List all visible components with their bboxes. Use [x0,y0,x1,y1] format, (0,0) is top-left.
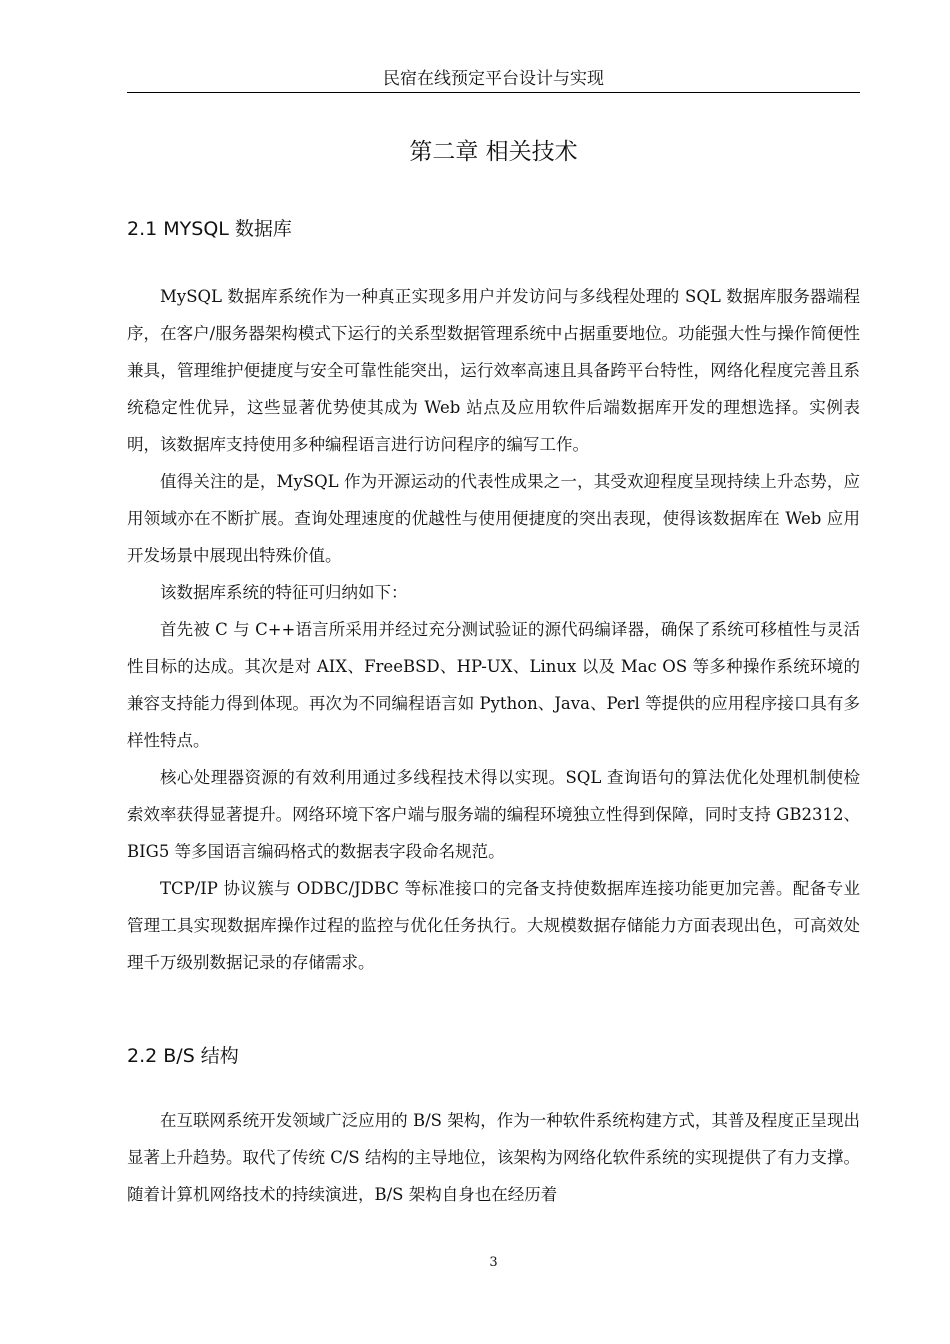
page-header [127,66,860,93]
paragraph: 该数据库系统的特征可归纳如下： [160,583,408,602]
section-title-bs-architecture: 2.2 B/S 结构 [127,1045,239,1067]
paragraph: 值得关注的是，MySQL 作为开源运动的代表性成果之一，其受欢迎程度呈现持续上升态势，应用领域亦在不断扩展。查询处理速度的优越性与使用便捷度的突出表现，使得该数据库在 Web 应用开发场景中展现出特殊价值。 [127,472,860,565]
paragraph: 在互联网系统开发领域广泛应用的 B/S 架构，作为一种软件系统构建方式，其普及程度正呈现出显著上升趋势。取代了传统 C/S 结构的主导地位，该架构为网络化软件系统的实现提供了有力支撑。随着计算机网络技术的持续演进，B/S 架构自身也在经历着 [127,1111,860,1204]
section-body-bs-architecture [127,1102,860,1213]
paragraph: TCP/IP 协议簇与 ODBC/JDBC 等标准接口的完备支持使数据库连接功能更加完善。配备专业管理工具实现数据库操作过程的监控与优化任务执行。大规模数据存储能力方面表现出色，可高效处理千万级别数据记录的存储需求。 [127,879,860,972]
section-title-mysql: 2.1 MYSQL 数据库 [127,218,292,240]
paragraph: 核心处理器资源的有效利用通过多线程技术得以实现。SQL 查询语句的算法优化处理机制使检索效率获得显著提升。网络环境下客户端与服务端的编程环境独立性得到保障，同时支持 GB2312、BIG5 等多国语言编码格式的数据表字段命名规范。 [127,768,860,861]
paragraph: MySQL 数据库系统作为一种真正实现多用户并发访问与多线程处理的 SQL 数据库服务器端程序，在客户/服务器架构模式下运行的关系型数据管理系统中占据重要地位。功能强大性与操作简便性兼具，管理维护便捷度与安全可靠性能突出，运行效率高速且具备跨平台特性，网络化程度完善且系统稳定性优异，这些显著优势使其成为 Web 站点及应用软件后端数据库开发的理想选择。实例表明，该数据库支持使用多种编程语言进行访问程序的编写工作。 [127,287,860,454]
paragraph: 首先被 C 与 C++语言所采用并经过充分测试验证的源代码编译器，确保了系统可移植性与灵活性目标的达成。其次是对 AIX、FreeBSD、HP-UX、Linux 以及 Mac OS 等多种操作系统环境的兼容支持能力得到体现。再次为不同编程语言如 Python、Java、Perl 等提供的应用程序接口具有多样性特点。 [127,620,860,750]
chapter-title: 第二章 相关技术 [409,139,578,165]
page-number: 3 [489,1255,498,1270]
running-header-title: 民宿在线预定平台设计与实现 [383,69,604,89]
section-body-mysql [127,278,860,981]
